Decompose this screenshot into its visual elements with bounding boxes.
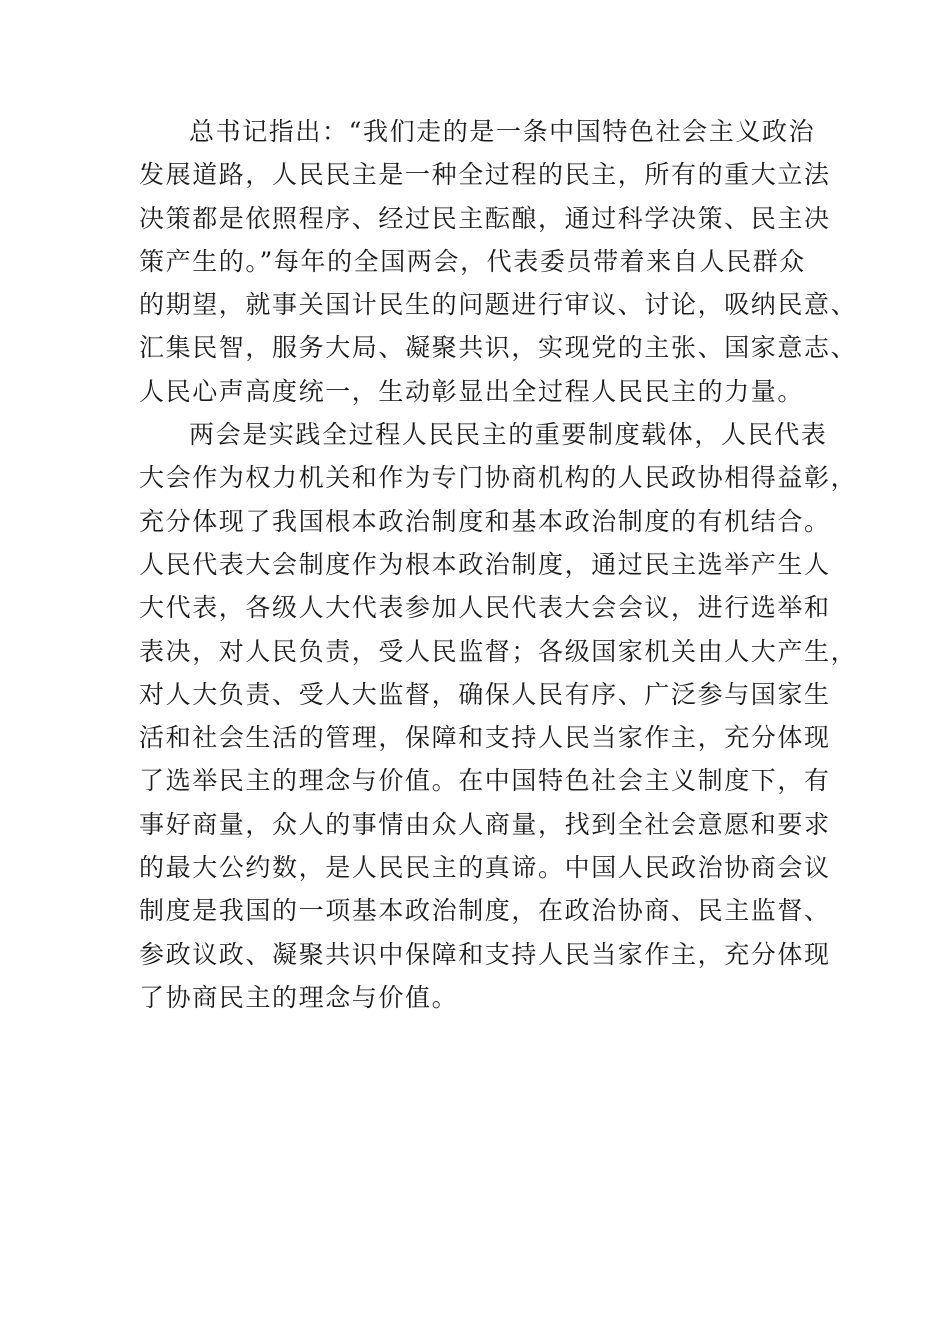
paragraph-1 <box>139 110 858 413</box>
text-line: 了协商民主的理念与价值。 <box>139 982 459 1012</box>
text-line: 参政议政、凝聚共识中保障和支持人民当家作主，充分体现 <box>139 939 831 969</box>
text-line: 发展道路，人民民主是一种全过程的民主，所有的重大立法 <box>139 160 831 190</box>
text-line: 决策都是依照程序、经过民主酝酿，通过科学决策、民主决 <box>139 203 831 233</box>
text-line: 制度是我国的一项基本政治制度，在政治协商、民主监督、 <box>139 896 831 926</box>
text-line: 的最大公约数，是人民民主的真谛。中国人民政治协商会议 <box>139 853 831 883</box>
document-body <box>139 110 858 1019</box>
text-line: 策产生的。”每年的全国两会，代表委员带着来自人民群众 <box>139 246 806 276</box>
text-line: 总书记指出：“我们走的是一条中国特色社会主义政治 <box>189 117 816 146</box>
text-line: 大代表，各级人大代表参加人民代表大会会议，进行选举和 <box>139 593 831 623</box>
text-line: 的期望，就事关国计民生的问题进行审议、讨论，吸纳民意、 <box>139 290 858 320</box>
text-line: 大会作为权力机关和作为专门协商机构的人民政协相得益彰， <box>139 463 858 493</box>
text-line: 人民代表大会制度作为根本政治制度，通过民主选举产生人 <box>139 549 831 579</box>
text-line: 了选举民主的理念与价值。在中国特色社会主义制度下，有 <box>139 766 831 796</box>
text-line: 活和社会生活的管理，保障和支持人民当家作主，充分体现 <box>139 723 831 753</box>
text-line: 充分体现了我国根本政治制度和基本政治制度的有机结合。 <box>139 506 831 536</box>
text-line: 汇集民智，服务大局、凝聚共识，实现党的主张、国家意志、 <box>139 333 858 363</box>
paragraph-2 <box>139 413 858 1019</box>
text-line: 两会是实践全过程人民民主的重要制度载体，人民代表 <box>189 420 828 450</box>
text-line: 事好商量，众人的事情由众人商量，找到全社会意愿和要求 <box>139 809 831 839</box>
text-line: 对人大负责、受人大监督，确保人民有序、广泛参与国家生 <box>139 679 831 709</box>
text-line: 表决，对人民负责，受人民监督；各级国家机关由人大产生， <box>139 636 858 666</box>
text-line: 人民心声高度统一，生动彰显出全过程人民民主的力量。 <box>139 376 805 406</box>
